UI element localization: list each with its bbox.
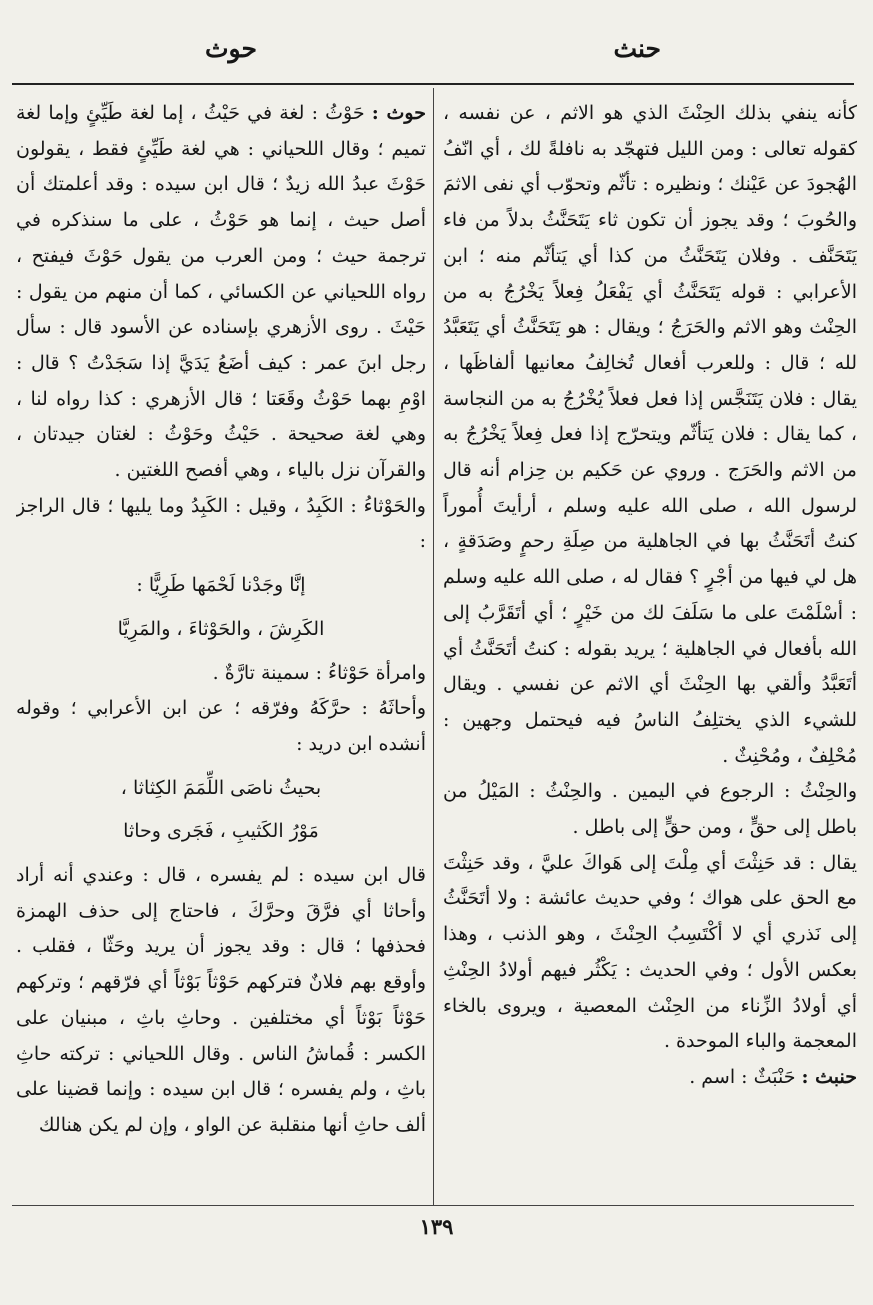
entry-text: كأنه ينفي بذلك الحِنْثَ الذي هو الاثم ، عن نفسه ، كقوله تعالى : ومن الليل فتهجّد به نافلةً لك ، أي انّفُ الهُجودَ عن عَيْنك ؛ ونظيره : تأثّم وتحوّب أي نفى الاثمَ والحُوبَ ؛ وقد يجوز أن تكون ثاء يَتَحَنَّثُ بدلاً من فاء يَتَحَنَّف . وفلان يَتَحَنَّثُ من كذا أي يَتأثّم منه ؛ ابن الأعرابي : قوله يَتَحَنَّثُ أي يَفْعَلُ فِعلاً يَخْرُجُ به من الحِنْث وهو الاثم والحَرَجُ ؛ ويقال : هو يَتَحَنَّثُ أي يَتَعَبَّدُ لله ؛ قال : وللعرب أفعال تُخالِفُ معانيها ألفاظَها ، يقال : فلان يَتَنَجَّس إذا فعل فعلاً يُخْرُجُ به من النجاسة ، كما يقال : فلان يَتأثّم ويتحرّج إذا فعل فِعلاً يَخْرُجُ به من الاثم والحَرَج . وروي عن حَكيم بن حِزام أنه قال لرسول الله ، صلى الله عليه وسلم ، أرأيتَ أُموراً كنتُ أتَحَنَّثُ بها في الجاهلية من صِلَةِ رحمٍ وصَدَقةٍ ، هل لي فيها من أجْرٍ ؟ فقال له ، صلى الله عليه وسلم : أسْلَمْتَ على ما سَلَفَ لك من خَيْرٍ ؛ أي أتَقَرَّبُ إلى الله بأفعال في الجاهلية ؛ يريد بقوله : كنتُ أتَحَنَّثُ أي أتَعَبَّدُ وألقي بها الحِنْثَ أي الاثم عن نفسي . ويقال للشيء الذي يختلِفُ الناسُ فيه فيحتمل وجهين : مُحْلِفٌ ، ومُحْنِثٌ .: [443, 102, 857, 767]
entry-text: والحِنْثُ : الرجوع في اليمين . والحِنْثُ : المَيْلُ من باطل إلى حقٍّ ، ومن حقٍّ إلى باطل .: [443, 780, 857, 839]
verse-line: بحيثُ ناصَى اللِّمَمَ الكِثاثا ،: [120, 776, 322, 799]
verse-line: إنَّا وجَدْنا لَحْمَها طَرِيًّا :: [136, 574, 306, 597]
entry-paragraph: [443, 846, 857, 1060]
entry-paragraph: [443, 774, 857, 845]
footer-rule: [12, 1205, 854, 1206]
page-header: [0, 34, 873, 74]
running-head-left: حوث: [205, 34, 257, 63]
header-rule: [12, 83, 854, 85]
page-number: ١٣٩: [419, 1214, 454, 1239]
entry-text: حَوْثُ : لغة في حَيْثُ ، إما لغة طَيِّئٍ وإما لغة تميم ؛ وقال اللحياني : هي لغة طَيِّئٍ فقط ، يقولون حَوْثَ عبدُ الله زيدٌ ؛ قال ابن سيده : وقد أعلمتك أن أصل حيث ، إنما هو حَوْثُ ، على ما سنذكره في ترجمة حيث ؛ ومن العرب من يقول حَوْثَ فيفتح ، رواه اللحياني عن الكسائي ، كما أن منهم من يقول : حَيْثَ . روى الأزهري بإسناده عن الأسود قال : سأل رجل ابنَ عمر : كيف أضَعُ يَدَيَّ إذا سَجَدْتُ ؟ قال : اوْمِ بهما حَوْثُ وقَعَتا ؛ قال الأزهري : كذا رواه لنا ، وهي لغة صحيحة . حَيْثُ وحَوْثُ : لغتان جيدتان ، والقرآن نزل بالياء ، وهي أفصح اللغتين .: [16, 102, 426, 482]
left-column: [16, 96, 426, 1198]
verse-line: مَوْرُ الكَثيبِ ، فَجَرى وحاثا: [123, 820, 319, 843]
entry-paragraph: [16, 96, 426, 489]
entry-text: يقال : قد حَنِثْتَ أي مِلْتَ إلى هَواكَ عليَّ ، وقد حَنِثْتَ مع الحق على هواك ؛ وفي حديث عائشة : ولا أتَحَنَّثُ إلى نَذري أي لا أكْتَسِبُ الحِنْثَ ، وهو الذنب ، وهذا بعكس الأول ؛ وفي الحديث : يَكْثُر فيهم أولادُ الحِنْثِ أي أولادُ الزِّناء من الحِنْث المعصية ، ويروى بالخاء المعجمة والباء الموحدة .: [443, 851, 857, 1053]
right-column: [443, 96, 857, 1198]
entry-paragraph: قال ابن سيده : لم يفسره ، قال : وعندي أنه أراد وأحاثا أي فرَّقَ وحرَّكَ ، فاحتاج إلى حذف الهمزة فحذفها ؛ قال : وقد يجوز أن يريد وحَثّا ، فقلب . وأوقع بهم فلانٌ فتركهم حَوْثاً بَوْثاً أي فرّقهم ؛ وتركهم حَوْثاً بَوْثاً أي مختلفين . وحاثِ باثِ ، مبنيان على الكسر : قُماشُ الناس . وقال اللحياني : تركته حاثِ باثِ ، ولم يفسره ؛ قال ابن سيده : وإنما قضينا على ألف حاثِ أنها منقلبة عن الواو ، وإن لم يكن هنالك: [16, 864, 426, 1136]
entry-paragraph: وامرأة حَوْثاءُ : سمينة تارَّةٌ .: [212, 661, 426, 684]
entry-headword: حوث :: [371, 102, 426, 124]
entry-text: حَنْبَثٌ : اسم .: [689, 1065, 802, 1088]
running-head-right: حنث: [613, 34, 661, 63]
entry-paragraph: والحَوْثاءُ : الكَبِدُ ، وقيل : الكَبِدُ وما يليها ؛ قال الراجز :: [16, 494, 426, 553]
entry-paragraph: [443, 1060, 857, 1096]
column-divider: [433, 88, 434, 1205]
entry-headword: حنبث :: [801, 1065, 857, 1088]
verse-line: الكَرِشَ ، والحَوْثاءَ ، والمَرِيَّا: [117, 617, 325, 640]
entry-paragraph: وأحاثَهُ : حرَّكَهُ وفرّقه ؛ عن ابن الأعرابي ؛ وقوله أنشده ابن دريد :: [16, 697, 426, 755]
entry-paragraph: [443, 96, 857, 774]
